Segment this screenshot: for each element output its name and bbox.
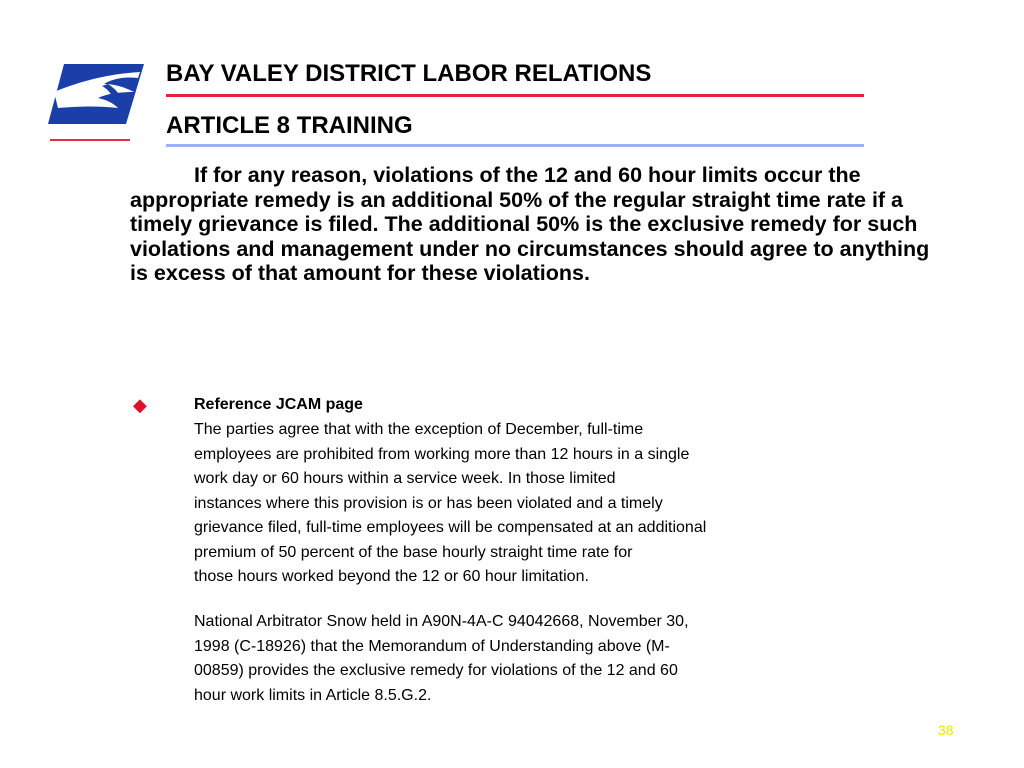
diamond-bullet-icon: ◆	[133, 395, 147, 415]
arbitrator-line: 00859) provides the exclusive remedy for violations of the 12 and 60	[194, 662, 678, 679]
usps-eagle-logo-icon	[48, 62, 144, 126]
reference-line: The parties agree that with the exception of December, full-time	[194, 421, 644, 438]
reference-line: premium of 50 percent of the base hourly straight time rate for	[194, 543, 633, 561]
reference-line: instances where this provision is or has been violated and a timely	[194, 494, 663, 512]
page-title: BAY VALEY DISTRICT LABOR RELATIONS	[166, 60, 652, 87]
reference-line: work day or 60 hours within a service week. In those limited	[194, 470, 616, 487]
title-divider	[166, 94, 864, 97]
reference-line: grievance filed, full-time employees will be compensated at an additional	[194, 519, 707, 536]
reference-text	[194, 418, 706, 590]
reference-line: employees are prohibited from working more than 12 hours in a single	[194, 445, 690, 463]
page-subtitle: ARTICLE 8 TRAINING	[166, 112, 413, 139]
reference-heading: Reference JCAM page	[194, 396, 363, 413]
arbitrator-line: National Arbitrator Snow held in A90N-4A-C 94042668, November 30,	[194, 613, 689, 630]
arbitrator-note	[194, 610, 689, 708]
subtitle-divider	[166, 144, 864, 147]
reference-line: those hours worked beyond the 12 or 60 hour limitation.	[194, 568, 589, 585]
lead-paragraph: If for any reason, violations of the 12 and 60 hour limits occur the appropriate remedy is an additional 50% of the regular straight time rate if a timely grievance is filed. The additional 50% is the exclusive remedy for such violations and management under no circumstances should agree to anything is excess of that amount for these violations.	[130, 163, 930, 285]
logo-underline	[50, 139, 130, 141]
arbitrator-line: 1998 (C-18926) that the Memorandum of Understanding above (M-	[194, 637, 670, 655]
page-number: 38	[938, 722, 954, 738]
arbitrator-line: hour work limits in Article 8.5.G.2.	[194, 686, 432, 704]
